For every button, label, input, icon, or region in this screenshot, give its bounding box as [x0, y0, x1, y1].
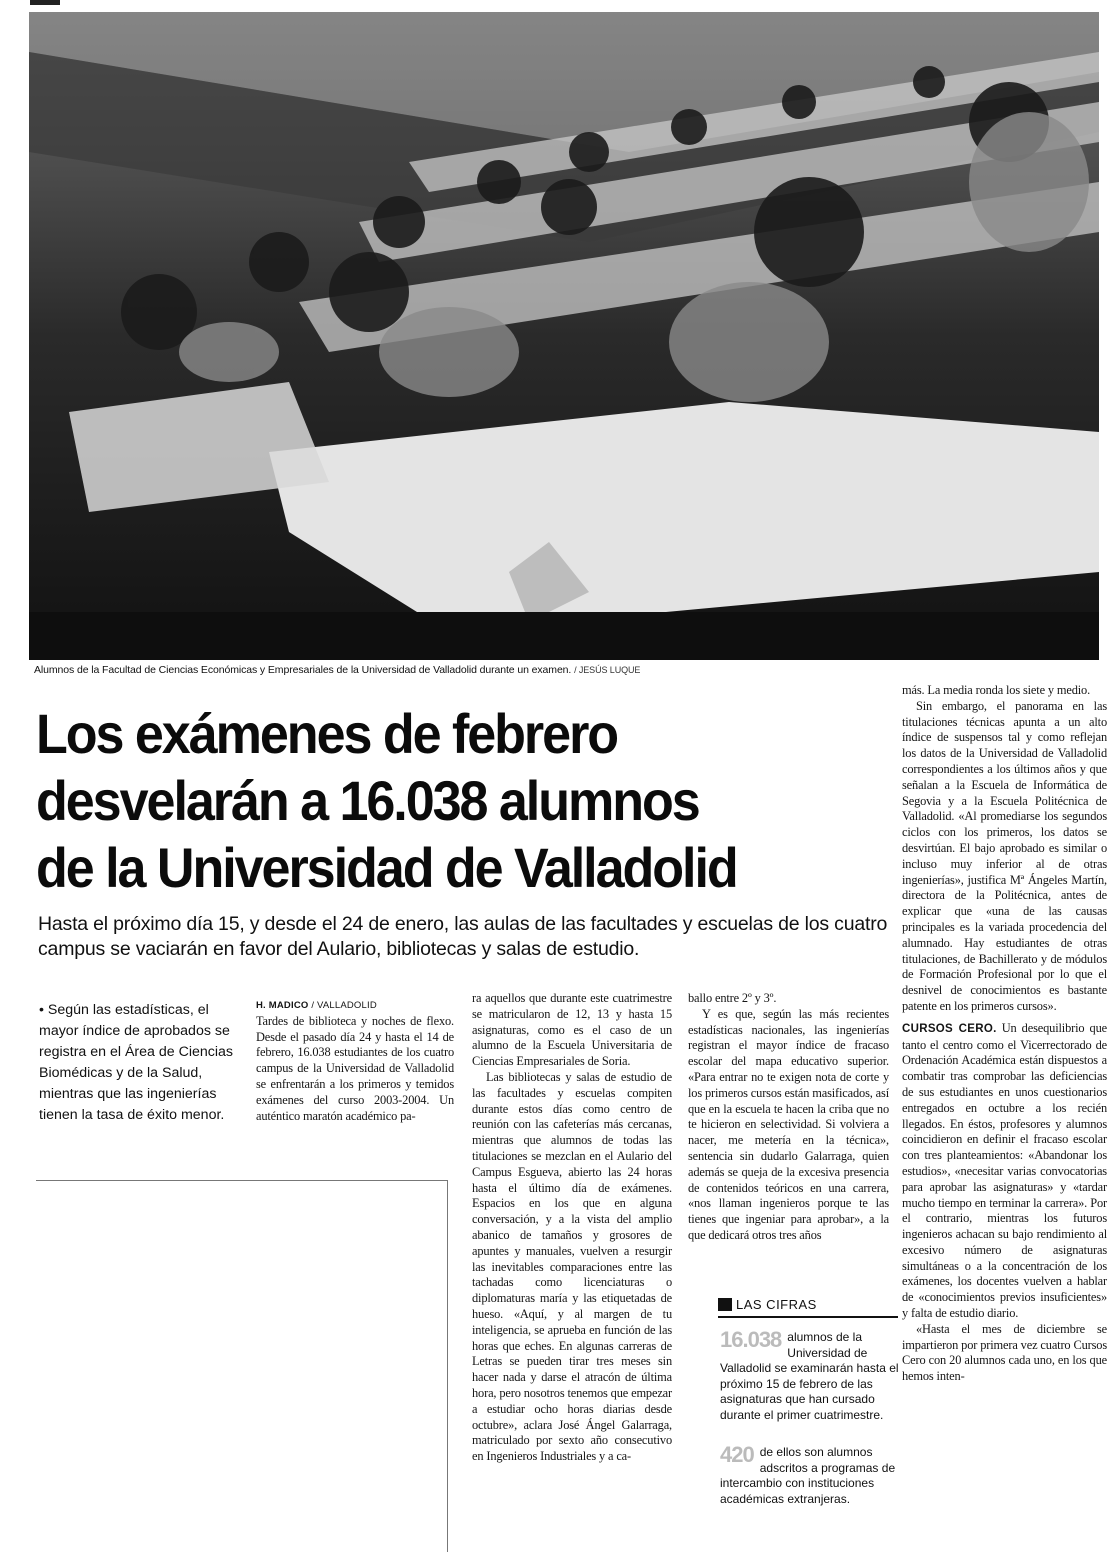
- cifras-rule: [718, 1316, 898, 1318]
- article-column-3: [688, 991, 889, 1244]
- column-divider: [447, 1180, 448, 1552]
- body-paragraph: ra aquellos que durante este cuatrimestre se matricularon de 12, 13 y hasta 15 asignaturas, como es el caso de un alumno de la Escuela Universitaria de Ciencias Empresariales de Soria.: [472, 991, 672, 1069]
- body-paragraph: Y es que, según las más recientes estadísticas nacionales, las ingenierías registran el mayor índice de fracaso escolar del mapa educativo superior. «Para entrar no te exigen nota de corte y los primeros cursos están masificados, así que en la escuela te hacen la criba que no te hicieron en selectividad. Si volviera a nacer, me metería en la técnica», sentencia sin dudarlo Galarraga, quien además se queja de la excesiva presencia de contenidos teóricos en una carrera, «nos llaman ingenieros porque te las tienes que ingeniar para aprobar», a la que dedicará otros tres años: [688, 1006, 889, 1242]
- summary-divider: [36, 1180, 448, 1181]
- cifra-number: 16.038: [720, 1327, 782, 1352]
- article-column-1: [256, 998, 454, 1124]
- body-paragraph: [902, 1021, 1107, 1322]
- caption-text: Alumnos de la Facultad de Ciencias Económicas y Empresariales de la Universidad de Valladolid durante un examen.: [34, 664, 572, 676]
- body-paragraph: ballo entre 2º y 3º.: [688, 991, 777, 1005]
- body-paragraph: Las bibliotecas y salas de estudio de las facultades y escuelas compiten durante estos días como centro de reunión con las cafeterías más cercanas, mientras que alumnos de todas las titulaciones se mezclan en el Aulario del Campus Esgueva, abierto las 24 horas hasta el último día de exámenes. Espacios en los que en alguna conversación, y a la vista del amplio abanico de tamaños y grosores de apuntes y manuales, vuelven a resurgir las inevitables comparaciones entre las tachadas como licenciaturas o diplomaturas maría y las etiquetadas de hueso. «Aquí, y al margen de tu inteligencia, se aprueba en función de las horas que eches. En algunas carreras de Letras se pueden tirar tres meses sin hacer nada y darse el atracón de última hora, pero nosotros tenemos que empezar a estudiar ocho horas diarias desde octubre», aclara José Ángel Galarraga, matriculado por sexto año consecutivo en Ingenieros Industriales y a ca-: [472, 1069, 672, 1464]
- article-column-4: [902, 683, 1107, 1385]
- article-column-2: [472, 991, 672, 1465]
- cifra-item-2: [720, 1442, 900, 1507]
- headline-line-3: de la Universidad de Valladolid: [36, 836, 737, 899]
- byline-author: H. MADICO: [256, 1000, 309, 1011]
- subheadline: Hasta el próximo día 15, y desde el 24 de enero, las aulas de las facultades y escuelas de los cuatro campus se vaciarán en favor del Aulario, bibliotecas y salas de estudio.: [38, 913, 888, 960]
- cifra-number: 420: [720, 1442, 754, 1467]
- exam-photo: [29, 12, 1099, 660]
- body-paragraph: Tardes de biblioteca y noches de flexo. Desde el pasado día 24 y hasta el 14 de febrero, 16.038 estudiantes de los cuatro campus de la Universidad de Valladolid se enfrentarán a los primeros y temidos exámenes del curso 2003-2004. Un auténtico maratón académico pa-: [256, 1013, 454, 1123]
- exam-hall-illustration: [29, 12, 1099, 660]
- photo-caption: [34, 664, 894, 676]
- headline-line-2: desvelarán a 16.038 alumnos: [36, 769, 699, 832]
- body-paragraph: Sin embargo, el panorama en las titulaciones técnicas apunta a un alto índice de suspensos tal y como reflejan los datos de la Universidad de Valladolid correspondientes a los últimos años y que señalan a la Escuela de Informática de Segovia y a la Escuela Politécnica de Valladolid. «Al promediarse los segundos ciclos con los primeros, los datos se desvirtúan. El bajo aprobado es similar o incluso muy inferior al de otras ingenierías», justifica Mª Ángeles Martín, directora de la Politécnica, antes de explicar que «una de las causas principales es la variada procedencia del alumnado. Hay estudiantes de otras titulaciones, de Bachillerato y de módulos de Formación Profesional por lo que el desnivel de conocimientos es bastante patente en los primeros cursos».: [902, 698, 1107, 1013]
- headline-line-1: Los exámenes de febrero: [36, 702, 618, 765]
- byline: [256, 998, 454, 1014]
- page-corner-mark: [30, 0, 60, 5]
- summary-bullet: • Según las estadísticas, el mayor índice de aprobados se registra en el Área de Ciencias Biomédicas y de la Salud, mientras que las ingenierías tienen la tasa de éxito menor.: [39, 1002, 233, 1123]
- byline-place: / VALLADOLID: [311, 1000, 377, 1011]
- headline: [36, 700, 827, 901]
- section-text: Un desequilibrio que tanto el centro como el Vicerrectorado de Ordenación Académica están dispuestos a combatir tras comprobar las deficiencias de sus estudiantes en unos cuestionarios entregados en octubre a los recién llegados. En éstos, profesores y alumnos coincidieron en definir el fracaso escolar con tres planteamientos: «Abandonar los estudios», «necesitar varias convocatorias para aprobar las asignaturas» y «tardar mucho tiempo en terminar la carrera». Por el contrario, mientras los futuros ingenieros achacan su bajo rendimiento al excesivo número de asignaturas simultáneas o a la concentración de los exámenes, los docentes vuelven a hablar de «conocimientos previos insuficientes» y falta de estudio diario.: [902, 1020, 1107, 1321]
- cifra-text: de ellos son alumnos adscritos a programas de intercambio con instituciones académicas extranjeras.: [720, 1445, 896, 1506]
- cifra-item-1: [720, 1327, 900, 1423]
- cifra-text: alumnos de la Universidad de Valladolid se examinarán hasta el próximo 15 de febrero de las asignaturas que han cursado durante el primer cuatrimestre.: [720, 1330, 899, 1422]
- body-paragraph: «Hasta el mes de diciembre se impartieron por primera vez cuatro Cursos Cero con 20 alumnos cada uno, en los que hemos inten-: [902, 1321, 1107, 1384]
- cifras-header: [718, 1297, 898, 1312]
- chart-icon: [718, 1298, 732, 1311]
- body-paragraph: más. La media ronda los siete y medio.: [902, 683, 1091, 697]
- section-subhead: CURSOS CERO.: [902, 1022, 997, 1035]
- photo-credit: / JESÚS LUQUE: [574, 665, 641, 675]
- cifras-title: LAS CIFRAS: [736, 1297, 817, 1312]
